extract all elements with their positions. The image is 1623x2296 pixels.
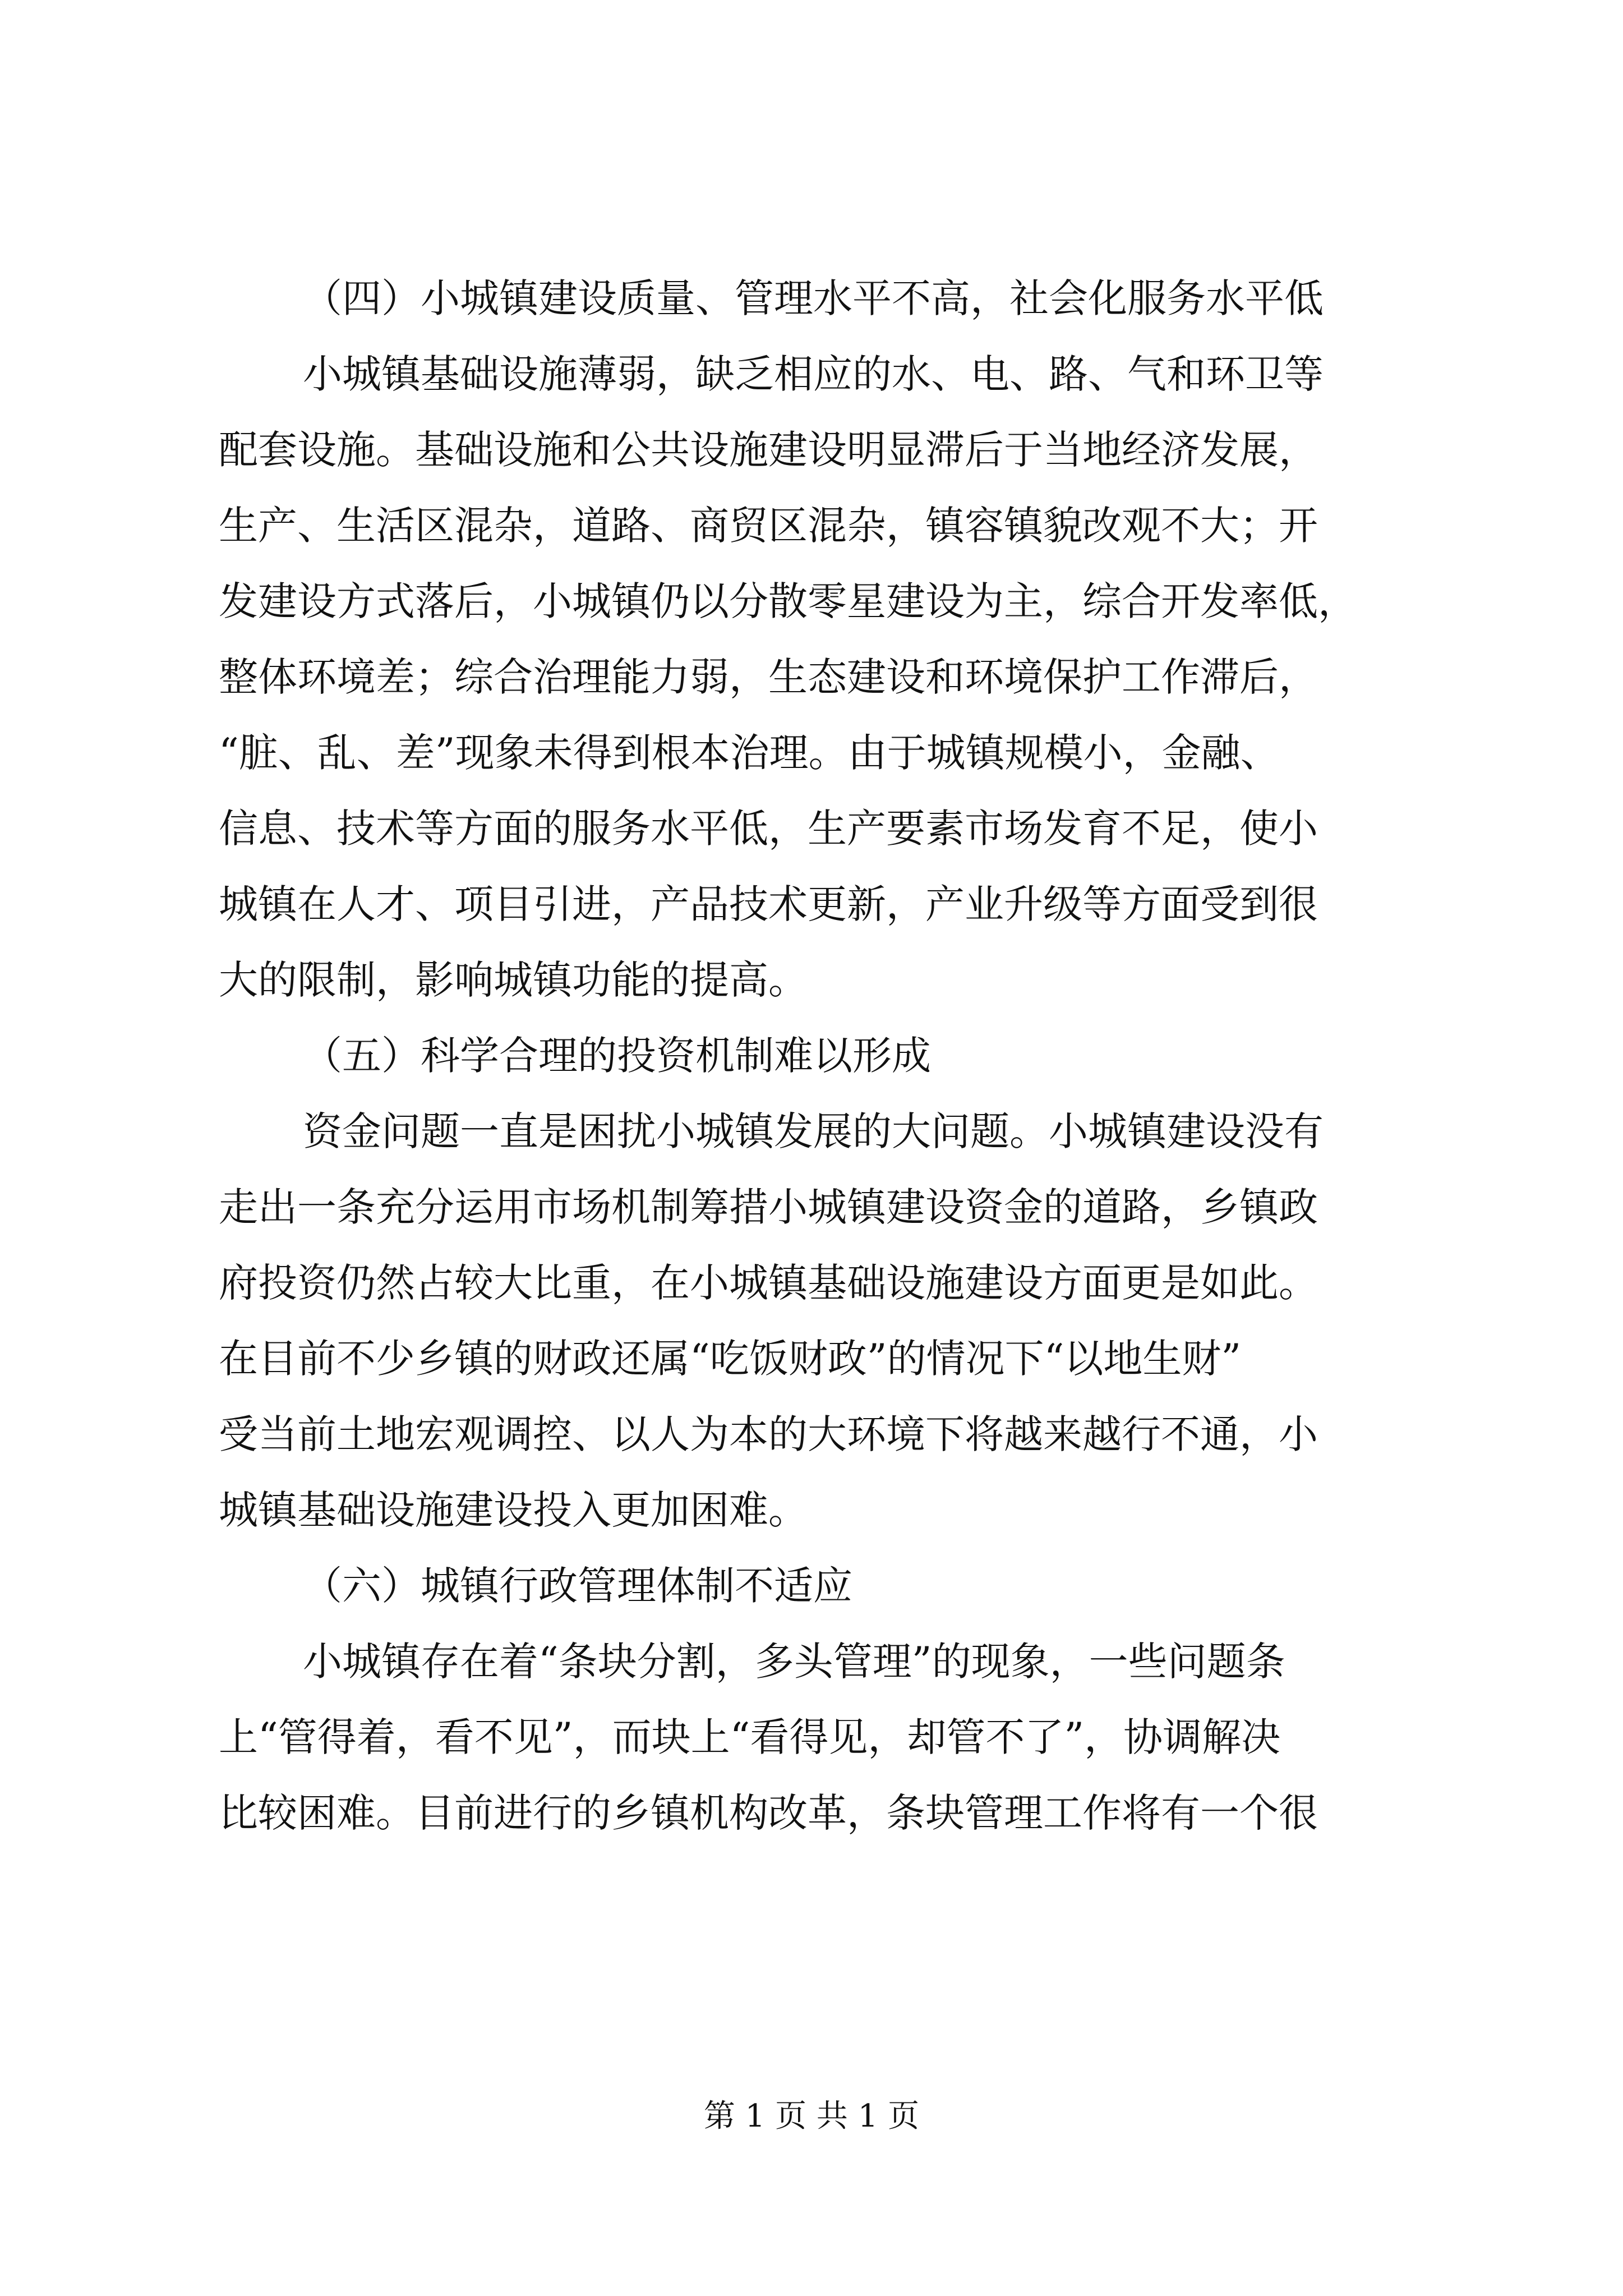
paragraph-line: 大的限制，影响城镇功能的提高。 bbox=[219, 957, 808, 1003]
paragraph-line: 整体环境差；综合治理能力弱，生态建设和环境保护工作滞后， bbox=[219, 654, 1318, 700]
paragraph-line: 城镇基础设施建设投入更加困难。 bbox=[219, 1487, 808, 1533]
paragraph-line: 生产、生活区混杂，道路、商贸区混杂，镇容镇貌改观不大；开 bbox=[219, 503, 1318, 549]
paragraph-line: 资金问题一直是困扰小城镇发展的大问题。小城镇建设没有 bbox=[303, 1108, 1324, 1154]
heading-4: （四）小城镇建设质量、管理水平不高，社会化服务水平低 bbox=[303, 275, 1324, 321]
paragraph-line: 信息、技术等方面的服务水平低，生产要素市场发育不足，使小 bbox=[219, 806, 1318, 852]
paragraph-line: 在目前不少乡镇的财政还属“吃饭财政”的情况下“以地生财” bbox=[219, 1336, 1242, 1382]
paragraph-line: 小城镇存在着“条块分割，多头管理”的现象，一些问题条 bbox=[303, 1639, 1285, 1685]
heading-5: （五）科学合理的投资机制难以形成 bbox=[303, 1033, 931, 1079]
paragraph-line: 城镇在人才、项目引进，产品技术更新，产业升级等方面受到很 bbox=[219, 881, 1318, 927]
paragraph-line: 小城镇基础设施薄弱，缺乏相应的水、电、路、气和环卫等 bbox=[303, 351, 1324, 397]
paragraph-line: 比较困难。目前进行的乡镇机构改革，条块管理工作将有一个很 bbox=[219, 1790, 1318, 1836]
paragraph-line: “脏、乱、差”现象未得到根本治理。由于城镇规模小，金融、 bbox=[219, 730, 1280, 776]
paragraph-line: 上“管得着，看不见”，而块上“看得见，却管不了”，协调解决 bbox=[219, 1714, 1281, 1760]
paragraph-line: 配套设施。基础设施和公共设施建设明显滞后于当地经济发展， bbox=[219, 427, 1318, 473]
page-footer: 第 1 页 共 1 页 bbox=[703, 2098, 920, 2134]
paragraph-line: 走出一条充分运用市场机制筹措小城镇建设资金的道路，乡镇政 bbox=[219, 1184, 1318, 1230]
paragraph-line: 府投资仍然占较大比重，在小城镇基础设施建设方面更是如此。 bbox=[219, 1260, 1318, 1306]
paragraph-line: 受当前土地宏观调控、以人为本的大环境下将越来越行不通，小 bbox=[219, 1411, 1318, 1457]
paragraph-line: 发建设方式落后，小城镇仍以分散零星建设为主，综合开发率低， bbox=[219, 578, 1357, 624]
heading-6: （六）城镇行政管理体制不适应 bbox=[303, 1563, 852, 1609]
